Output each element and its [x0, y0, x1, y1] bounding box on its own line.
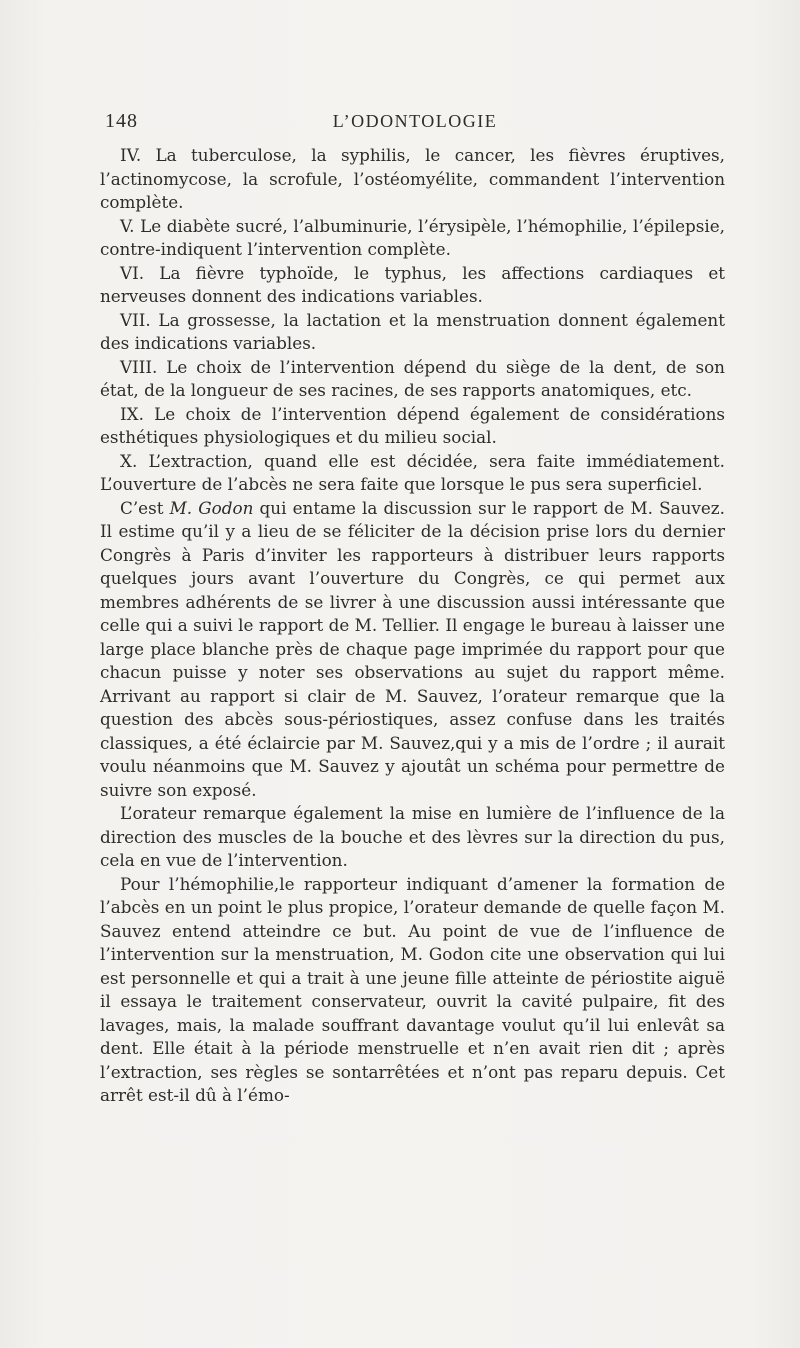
paragraph-godon-discussion — [100, 497, 725, 803]
paragraph-vi: VI. La fièvre typhoïde, le typhus, les affections cardiaques et nerveuses donnent des indications variables. — [100, 262, 725, 306]
paragraph-v: V. Le diabète sucré, l’albuminurie, l’érysipèle, l’hémophilie, l’épilepsie, contre-indiquent l’intervention complète. — [100, 215, 725, 259]
paragraph-iv: IV. La tuberculose, la syphilis, le cancer, les fièvres éruptives, l’actinomycose, la scrofule, l’ostéomyélite, commandent l’intervention complète. — [100, 145, 725, 212]
paragraph-vii: VII. La grossesse, la lactation et la menstruation donnent également des indications variables. — [100, 309, 725, 353]
page-number: 148 — [105, 110, 138, 132]
paragraph-muscles: L’orateur remarque également la mise en lumière de l’influence de la direction des muscles de la bouche et des lèvres sur la direction du pus, cela en vue de l’intervention. — [100, 803, 725, 870]
paragraph-ix: IX. Le choix de l’intervention dépend également de considérations esthétiques physiologiques et du milieu social. — [100, 403, 725, 447]
speaker-name: M. Godon — [169, 497, 254, 518]
paragraph-hemophilia: Pour l’hémophilie,le rapporteur indiquant d’amener la formation de l’abcès en un point le plus propice, l’orateur demande de quelle façon M. Sauvez entend atteindre ce but. Au point de vue de l’influence de l’intervention sur la menstruation, M. Godon cite une observation qui lui est personnelle et qui a trait à une jeune fille atteinte de périostite aiguë il essaya le traitement conservateur, ouvrit la cavité pulpaire, fit des lavages, mais, la malade souffrant davantage voulut qu’il lui enlevât sa dent. Elle était à la période menstruelle et n’en avait rien dit ; après l’extraction, ses règles se sontarrêtées et n’ont pas reparu depuis. Cet arrêt est-il dû à l’émo- — [100, 873, 725, 1105]
paragraph-viii: VIII. Le choix de l’intervention dépend du siège de la dent, de son état, de la longueur de ses racines, de ses rapports anatomiques, etc. — [100, 356, 725, 400]
paragraph-x: X. L’extraction, quand elle est décidée, sera faite immédiatement. L’ouverture de l’abcès ne sera faite que lorsque le pus sera superficiel. — [100, 450, 725, 494]
paragraph-godon-lead: C’est — [120, 497, 170, 518]
page-header — [105, 110, 725, 136]
running-title: L’ODONTOLOGIE — [332, 111, 498, 131]
body-text — [100, 144, 725, 1108]
paragraph-godon-body: qui entame la discussion sur le rapport de M. Sauvez. Il estime qu’il y a lieu de se féliciter de la décision prise lors du dernier Congrès à Paris d’inviter les rapporteurs à distribuer leurs rapports quelques jours avant l’ouverture du Congrès, ce qui permet aux membres adhérents de se livrer à une discussion aussi intéressante que celle qui a suivi le rapport de M. Tellier. Il engage le bureau à laisser une large place blanche près de chaque page imprimée du rapport pour que chacun puisse y noter ses observations au sujet du rapport même. Arrivant au rapport si clair de M. Sauvez, l’orateur remarque que la question des abcès sous-périostiques, assez confuse dans les traités classiques, a été éclaircie par M. Sauvez,qui y a mis de l’ordre ; il aurait voulu néanmoins que M. Sauvez y ajoutât un schéma pour permettre de suivre son exposé. — [100, 497, 725, 800]
